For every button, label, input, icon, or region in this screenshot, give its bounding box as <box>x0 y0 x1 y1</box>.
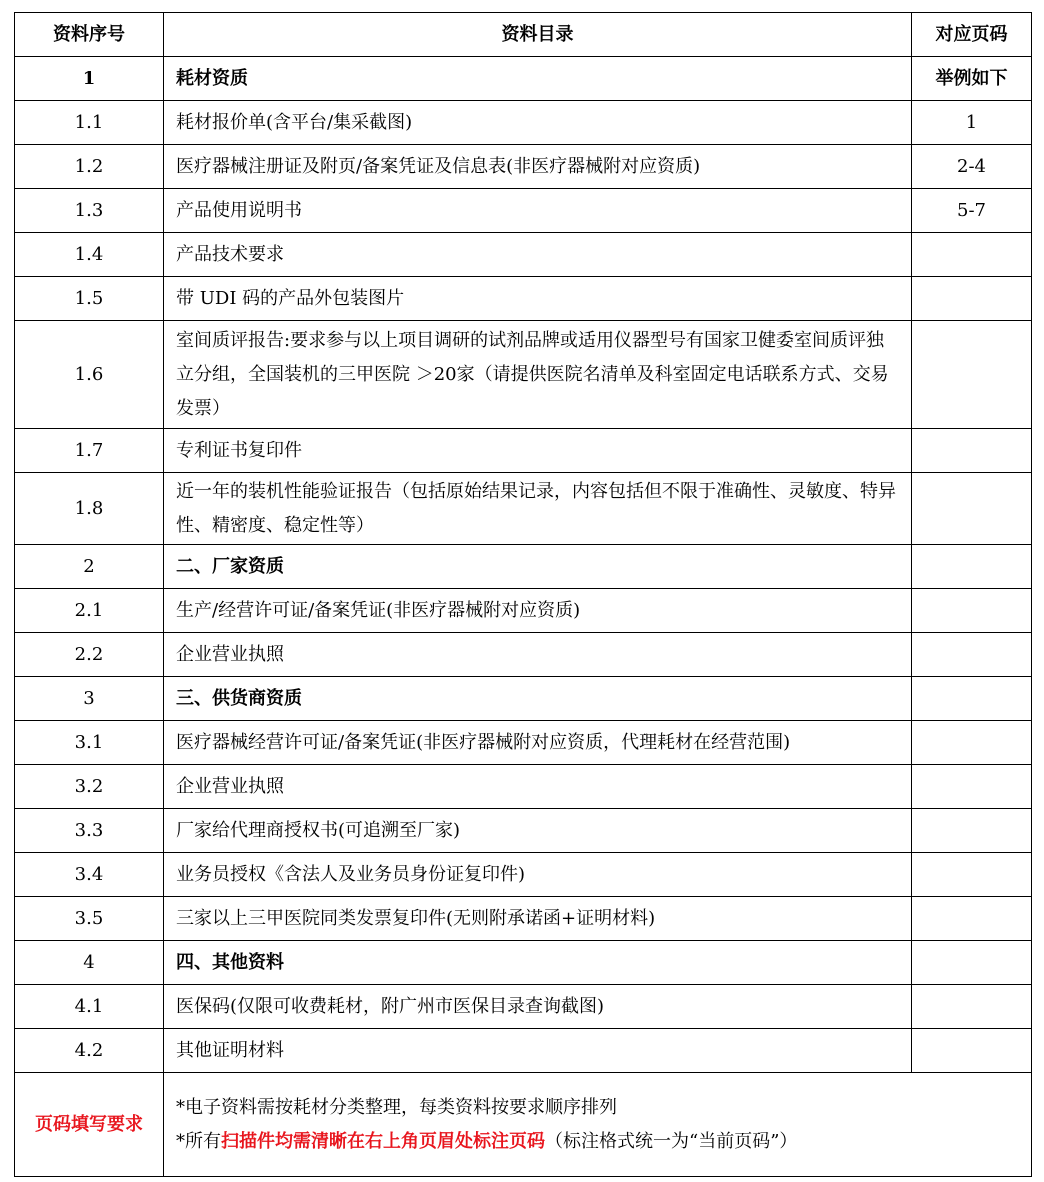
row-no: 2 <box>15 545 164 589</box>
header-no: 资料序号 <box>15 13 164 57</box>
table-header-row <box>15 13 1032 57</box>
materials-table <box>14 12 1032 1177</box>
table-row <box>15 765 1032 809</box>
row-page <box>912 545 1032 589</box>
row-no: 3 <box>15 677 164 721</box>
row-item: 近一年的装机性能验证报告（包括原始结果记录，内容包括但不限于准确性、灵敏度、特异性、精密度、稳定性等） <box>164 473 912 545</box>
row-item: 四、其他资料 <box>164 941 912 985</box>
row-page <box>912 233 1032 277</box>
row-item: 业务员授权《含法人及业务员身份证复印件) <box>164 853 912 897</box>
row-page <box>912 633 1032 677</box>
row-page <box>912 721 1032 765</box>
page-number-requirements-row <box>15 1073 1032 1177</box>
row-item: 企业营业执照 <box>164 765 912 809</box>
page-number-requirements-label: 页码填写要求 <box>15 1073 164 1177</box>
row-no: 1.3 <box>15 189 164 233</box>
table-row <box>15 321 1032 429</box>
row-page <box>912 941 1032 985</box>
row-item: 带 UDI 码的产品外包装图片 <box>164 277 912 321</box>
row-no: 4.1 <box>15 985 164 1029</box>
row-page <box>912 985 1032 1029</box>
row-no: 1.8 <box>15 473 164 545</box>
row-item: 三、供货商资质 <box>164 677 912 721</box>
table-row <box>15 145 1032 189</box>
requirement-line-2 <box>176 1125 1031 1159</box>
table-row <box>15 189 1032 233</box>
requirement-line-1: *电子资料需按耗材分类整理，每类资料按要求顺序排列 <box>176 1097 617 1118</box>
table-row <box>15 101 1032 145</box>
row-item: 厂家给代理商授权书(可追溯至厂家) <box>164 809 912 853</box>
row-no: 1.1 <box>15 101 164 145</box>
row-item: 其他证明材料 <box>164 1029 912 1073</box>
row-item: 医保码(仅限可收费耗材，附广州市医保目录查询截图) <box>164 985 912 1029</box>
row-item: 企业营业执照 <box>164 633 912 677</box>
row-no: 2.1 <box>15 589 164 633</box>
row-page <box>912 897 1032 941</box>
row-page <box>912 429 1032 473</box>
row-page: 1 <box>912 101 1032 145</box>
table-row <box>15 589 1032 633</box>
requirement-line-2-prefix: *所有 <box>176 1131 221 1152</box>
row-item: 三家以上三甲医院同类发票复印件(无则附承诺函+证明材料) <box>164 897 912 941</box>
row-page <box>912 765 1032 809</box>
table-row <box>15 277 1032 321</box>
table-row <box>15 941 1032 985</box>
row-item: 室间质评报告:要求参与以上项目调研的试剂品牌或适用仪器型号有国家卫健委室间质评独立分组，全国装机的三甲医院 ＞20家（请提供医院名清单及科室固定电话联系方式、交易发票） <box>164 321 912 429</box>
table-row <box>15 233 1032 277</box>
row-no: 3.5 <box>15 897 164 941</box>
row-page: 5-7 <box>912 189 1032 233</box>
table-row <box>15 633 1032 677</box>
row-item: 医疗器械经营许可证/备案凭证(非医疗器械附对应资质，代理耗材在经营范围) <box>164 721 912 765</box>
page-number-requirements-body <box>164 1073 1032 1177</box>
row-no: 1.4 <box>15 233 164 277</box>
row-item: 专利证书复印件 <box>164 429 912 473</box>
row-no: 1.6 <box>15 321 164 429</box>
header-page: 对应页码 <box>912 13 1032 57</box>
requirement-line-2-emphasis: 扫描件均需清晰在右上角页眉处标注页码 <box>221 1131 545 1152</box>
row-no: 3.4 <box>15 853 164 897</box>
row-page <box>912 589 1032 633</box>
table-row <box>15 721 1032 765</box>
row-page <box>912 277 1032 321</box>
row-item: 耗材资质 <box>164 57 912 101</box>
row-item: 产品使用说明书 <box>164 189 912 233</box>
row-page <box>912 809 1032 853</box>
row-page: 2-4 <box>912 145 1032 189</box>
row-item: 耗材报价单(含平台/集采截图) <box>164 101 912 145</box>
table-row <box>15 809 1032 853</box>
row-no: 1 <box>15 57 164 101</box>
table-row <box>15 853 1032 897</box>
row-page <box>912 677 1032 721</box>
row-no: 1.2 <box>15 145 164 189</box>
row-no: 4.2 <box>15 1029 164 1073</box>
row-item: 医疗器械注册证及附页/备案凭证及信息表(非医疗器械附对应资质) <box>164 145 912 189</box>
row-no: 2.2 <box>15 633 164 677</box>
row-no: 3.3 <box>15 809 164 853</box>
row-item: 产品技术要求 <box>164 233 912 277</box>
row-no: 3.1 <box>15 721 164 765</box>
table-row <box>15 677 1032 721</box>
row-page: 举例如下 <box>912 57 1032 101</box>
row-no: 1.7 <box>15 429 164 473</box>
table-row <box>15 1029 1032 1073</box>
table-row <box>15 545 1032 589</box>
header-item: 资料目录 <box>164 13 912 57</box>
table-row <box>15 897 1032 941</box>
row-page <box>912 321 1032 429</box>
table-row <box>15 429 1032 473</box>
row-item: 二、厂家资质 <box>164 545 912 589</box>
table-row <box>15 985 1032 1029</box>
table-row <box>15 57 1032 101</box>
row-no: 3.2 <box>15 765 164 809</box>
row-page <box>912 853 1032 897</box>
row-item: 生产/经营许可证/备案凭证(非医疗器械附对应资质) <box>164 589 912 633</box>
row-no: 1.5 <box>15 277 164 321</box>
row-page <box>912 473 1032 545</box>
row-page <box>912 1029 1032 1073</box>
row-no: 4 <box>15 941 164 985</box>
table-row <box>15 473 1032 545</box>
requirement-line-2-suffix: （标注格式统一为“当前页码”） <box>545 1131 798 1152</box>
